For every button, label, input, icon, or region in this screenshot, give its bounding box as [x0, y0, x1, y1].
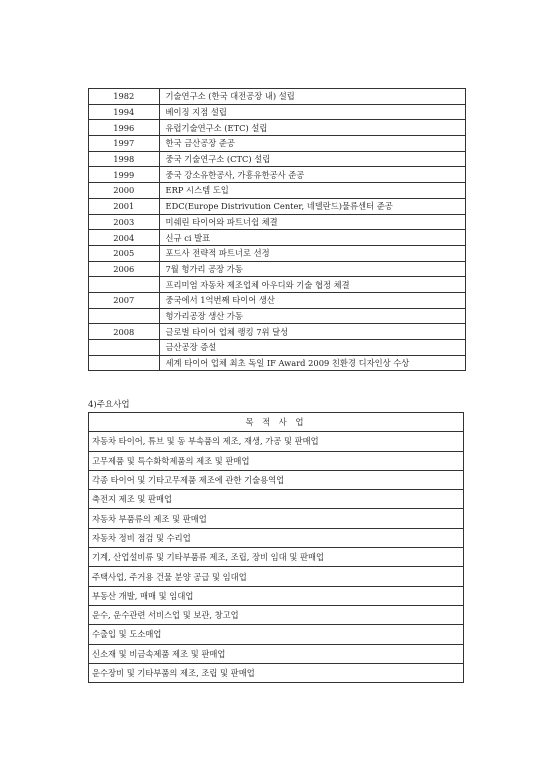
history-event-cell: 7월 헝가리 공장 가동 [159, 261, 465, 277]
business-item-cell: 각종 타이어 및 기타고무제품 제조에 관한 기술용역업 [89, 470, 464, 489]
business-row [89, 528, 464, 547]
business-row [89, 451, 464, 470]
business-item-cell: 기계, 산업설비류 및 기타부품류 제조, 조립, 장비 임대 및 판매업 [89, 548, 464, 567]
history-year-cell [89, 308, 160, 324]
business-row [89, 567, 464, 586]
history-year-cell [89, 277, 160, 293]
history-year-cell: 2005 [89, 245, 160, 261]
history-table [88, 88, 466, 371]
history-year-cell: 2003 [89, 214, 160, 230]
history-year-cell [89, 340, 160, 356]
business-item-cell: 신소재 및 비금속제품 제조 및 판매업 [89, 644, 464, 663]
history-row [89, 167, 466, 183]
history-year-cell: 1999 [89, 167, 160, 183]
history-row [89, 120, 466, 136]
history-row [89, 340, 466, 356]
history-event-cell: 헝가리공장 생산 가동 [159, 308, 465, 324]
history-row [89, 308, 466, 324]
history-year-cell: 2008 [89, 324, 160, 340]
business-row [89, 663, 464, 682]
history-row [89, 277, 466, 293]
business-row [89, 432, 464, 451]
history-year-cell: 2004 [89, 230, 160, 246]
history-year-cell: 2000 [89, 183, 160, 199]
history-event-cell: 미쉐린 타이어와 파트너쉽 체결 [159, 214, 465, 230]
business-row [89, 605, 464, 624]
business-header-row [89, 413, 464, 432]
history-event-cell: 세계 타이어 업체 최초 독일 IF Award 2009 친환경 디자인상 수상 [159, 355, 465, 371]
history-event-cell: 유럽기술연구소 (ETC) 설립 [159, 120, 465, 136]
history-event-cell: 중국 기술연구소 (CTC) 설립 [159, 151, 465, 167]
history-event-cell: 한국 금산공장 준공 [159, 136, 465, 152]
business-table [88, 412, 464, 683]
history-event-cell: 신규 ci 발표 [159, 230, 465, 246]
business-item-cell: 운수, 운수관련 서비스업 및 보관, 창고업 [89, 605, 464, 624]
history-event-cell: 베이징 지점 설립 [159, 104, 465, 120]
history-row [89, 151, 466, 167]
business-item-cell: 자동차 부품류의 제조 및 판매업 [89, 509, 464, 528]
history-row [89, 324, 466, 340]
business-row [89, 548, 464, 567]
business-row [89, 490, 464, 509]
history-event-cell: ERP 시스템 도입 [159, 183, 465, 199]
history-event-cell: 금산공장 증설 [159, 340, 465, 356]
history-year-cell: 1996 [89, 120, 160, 136]
history-year-cell: 1994 [89, 104, 160, 120]
history-year-cell: 2007 [89, 292, 160, 308]
history-year-cell: 1997 [89, 136, 160, 152]
business-header-cell: 목 적 사 업 [89, 413, 464, 432]
business-row [89, 509, 464, 528]
history-year-cell: 1998 [89, 151, 160, 167]
business-item-cell: 고무제품 및 특수화학제품의 제조 및 판매업 [89, 451, 464, 470]
business-item-cell: 부동산 개발, 매매 및 임대업 [89, 586, 464, 605]
history-row [89, 214, 466, 230]
business-item-cell: 주택사업, 주거용 건물 분양 공급 및 임대업 [89, 567, 464, 586]
history-row [89, 104, 466, 120]
history-year-cell: 1982 [89, 89, 160, 105]
history-event-cell: 기술연구소 (한국 대전공장 내) 설립 [159, 89, 465, 105]
business-row [89, 586, 464, 605]
history-event-cell: 프리미엄 자동차 제조업체 아우디와 기술 협정 체결 [159, 277, 465, 293]
business-item-cell: 자동차 정비 점검 및 수리업 [89, 528, 464, 547]
history-row [89, 230, 466, 246]
history-row [89, 292, 466, 308]
business-item-cell: 축전지 제조 및 판매업 [89, 490, 464, 509]
business-table-body [89, 413, 464, 683]
history-year-cell: 2006 [89, 261, 160, 277]
history-row [89, 136, 466, 152]
history-row [89, 245, 466, 261]
history-row [89, 355, 466, 371]
history-row [89, 89, 466, 105]
history-event-cell: 글로벌 타이어 업체 랭킹 7위 달성 [159, 324, 465, 340]
history-event-cell: 중국에서 1억번째 타이어 생산 [159, 292, 465, 308]
section-title: 4)주요사업 [88, 400, 130, 410]
history-event-cell: 포드사 전략적 파트너로 선정 [159, 245, 465, 261]
history-row [89, 183, 466, 199]
history-event-cell: EDC(Europe Distrivution Center, 네델란드)물류센터 준공 [159, 198, 465, 214]
business-row [89, 470, 464, 489]
history-table-body [89, 89, 466, 371]
history-event-cell: 중국 강소유한공사, 가흥유한공사 준공 [159, 167, 465, 183]
business-item-cell: 운수장비 및 기타부품의 제조, 조립 및 판매업 [89, 663, 464, 682]
business-row [89, 644, 464, 663]
business-item-cell: 자동차 타이어, 튜브 및 동 부속품의 제조, 재생, 가공 및 판매업 [89, 432, 464, 451]
history-row [89, 198, 466, 214]
history-year-cell: 2001 [89, 198, 160, 214]
business-item-cell: 수출입 및 도소매업 [89, 625, 464, 644]
history-year-cell [89, 355, 160, 371]
history-row [89, 261, 466, 277]
business-row [89, 625, 464, 644]
